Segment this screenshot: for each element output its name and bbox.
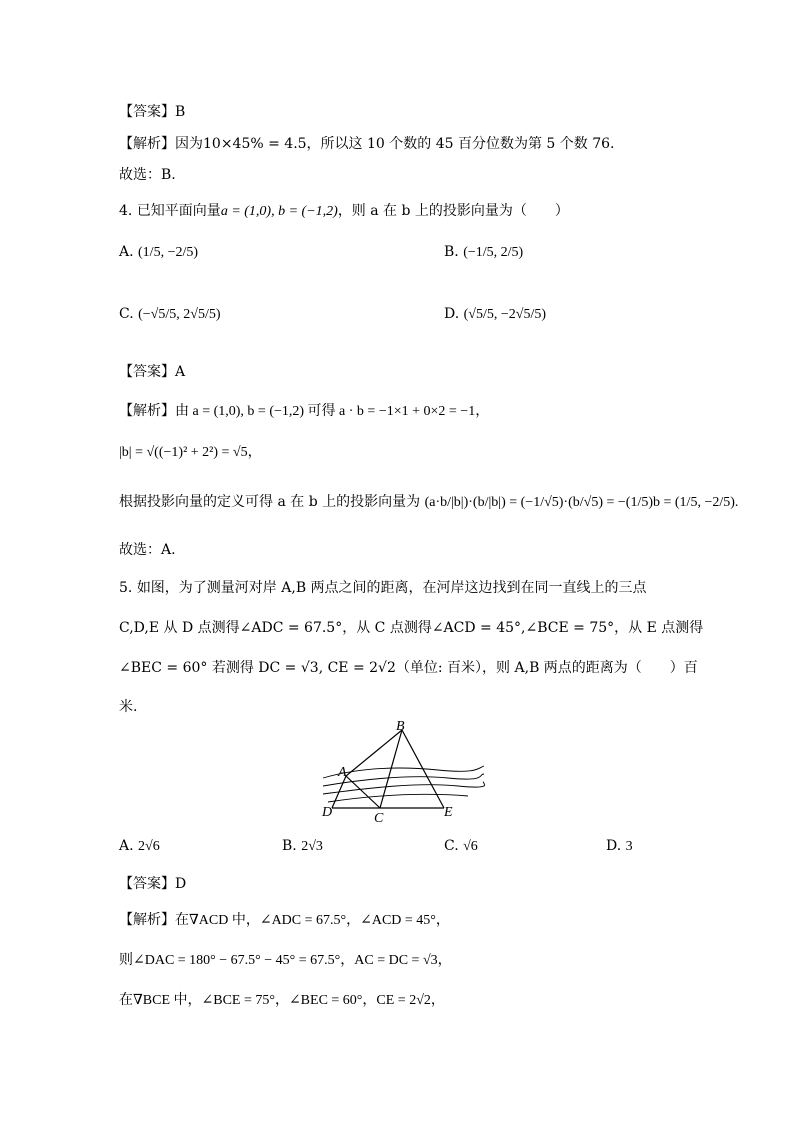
q4-analysis-3-formula: (a·b/|b|)·(b/|b|) = (−1/√5)·(b/√5) = −(1/5)b = (1/5, −2/5). — [424, 495, 739, 510]
q5-option-b[interactable] — [282, 838, 323, 855]
q4-analysis-line1 — [119, 401, 489, 422]
q4-answer-line — [119, 362, 185, 382]
q3-analysis-line — [119, 134, 615, 154]
answer-label: 【答案】 — [119, 104, 175, 120]
q4-stem-tail: ，则 a 在 b 上的投影向量为（ ） — [337, 203, 569, 219]
option-value: √6 — [463, 839, 478, 854]
option-letter: B. — [444, 244, 459, 260]
river-lines — [323, 766, 485, 802]
answer-label: 【答案】 — [119, 876, 175, 892]
q5-stem-line2 — [119, 618, 703, 638]
figure-label-e: E — [444, 805, 453, 820]
q5-analysis-line1 — [119, 910, 450, 931]
option-value: (−1/5, 2/5) — [463, 245, 524, 260]
q3-answer-line — [119, 102, 185, 122]
q4-answer: A — [175, 364, 186, 380]
figure-label-c: C — [374, 811, 384, 826]
q4-analysis-line2 — [119, 442, 262, 463]
q5-line1: 如图，为了测量河对岸 A,B 两点之间的距离，在河岸这边找到在同一直线上的三点 — [136, 580, 647, 596]
q5-line3: ∠BEC = 60° 若测得 DC = √3, CE = 2√2（单位: 百米），则 A,B 两点的距离为（ ）百 — [119, 660, 698, 676]
option-value: (√5/5, −2√5/5) — [463, 307, 547, 322]
q5-analysis-3: 在∇BCE 中，∠BCE = 75°，∠BEC = 60°，CE = 2√2， — [119, 993, 445, 1008]
q5-stem-line4 — [119, 697, 137, 717]
figure-label-b: B — [396, 719, 405, 734]
option-letter: C. — [444, 838, 459, 854]
q3-choose-line — [119, 165, 176, 185]
q3-choose: B. — [161, 167, 176, 183]
option-letter: A. — [119, 244, 134, 260]
option-value: (1/5, −2/5) — [138, 245, 199, 260]
q5-option-d[interactable] — [606, 838, 633, 855]
option-value: 3 — [625, 839, 633, 854]
choose-label: 故选： — [119, 167, 161, 183]
q5-option-c[interactable] — [444, 838, 478, 855]
q5-answer-line — [119, 874, 186, 894]
q5-analysis-line2 — [119, 950, 452, 971]
q5-analysis-1: 在∇ACD 中，∠ADC = 67.5°，∠ACD = 45°， — [175, 913, 450, 928]
option-value: 2√3 — [301, 839, 323, 854]
q5-line4: 米. — [119, 699, 138, 715]
q5-answer: D — [175, 876, 187, 892]
choose-label: 故选： — [119, 542, 161, 558]
q4-number: 4. — [119, 203, 133, 219]
option-letter: C. — [119, 306, 134, 322]
q3-analysis: 因为10×45% = 4.5，所以这 10 个数的 45 百分位数为第 5 个数 76. — [175, 136, 615, 152]
option-letter: A. — [119, 838, 134, 854]
q5-stem-line3 — [119, 658, 698, 678]
q4-choose-line — [119, 540, 176, 560]
analysis-label: 【解析】 — [119, 136, 175, 152]
option-letter: D. — [444, 306, 460, 322]
q4-analysis-1: 由 a = (1,0), b = (−1,2) 可得 a · b = −1×1 + 0×2 = −1， — [175, 404, 490, 419]
q4-stem-vectors: a = (1,0), b = (−1,2) — [220, 204, 338, 219]
q4-analysis-3-text: 根据投影向量的定义可得 a 在 b 上的投影向量为 — [119, 494, 421, 510]
option-value: 2√6 — [138, 839, 160, 854]
q5-analysis-2: 则∠DAC = 180° − 67.5° − 45° = 67.5°，AC = DC = √3， — [119, 953, 452, 968]
q5-figure — [318, 716, 486, 826]
q5-analysis-line3 — [119, 990, 445, 1011]
figure-label-d: D — [322, 805, 333, 820]
option-value: (−√5/5, 2√5/5) — [138, 307, 221, 322]
q5-line2: C,D,E 从 D 点测得∠ADC = 67.5°，从 C 点测得∠ACD = 45°,∠BCE = 75°，从 E 点测得 — [119, 620, 704, 636]
q5-number: 5. — [119, 580, 133, 596]
option-letter: B. — [282, 838, 297, 854]
q4-stem-text: 已知平面向量 — [136, 203, 221, 219]
q4-option-b[interactable] — [444, 244, 523, 261]
q4-option-a[interactable] — [119, 244, 198, 261]
analysis-label: 【解析】 — [119, 912, 175, 928]
q4-stem — [119, 201, 569, 222]
option-letter: D. — [606, 838, 622, 854]
analysis-label: 【解析】 — [119, 403, 175, 419]
answer-label: 【答案】 — [119, 364, 175, 380]
q3-answer: B — [175, 104, 186, 120]
q4-analysis-line3 — [119, 492, 738, 513]
q5-stem-line1 — [119, 578, 647, 598]
q5-option-a[interactable] — [119, 838, 160, 855]
q4-option-d[interactable] — [444, 306, 546, 323]
figure-label-a: A — [338, 765, 347, 780]
q4-choose: A. — [161, 542, 176, 558]
q4-analysis-2: |b| = √((−1)² + 2²) = √5， — [119, 445, 262, 460]
q4-option-c[interactable] — [119, 306, 221, 323]
